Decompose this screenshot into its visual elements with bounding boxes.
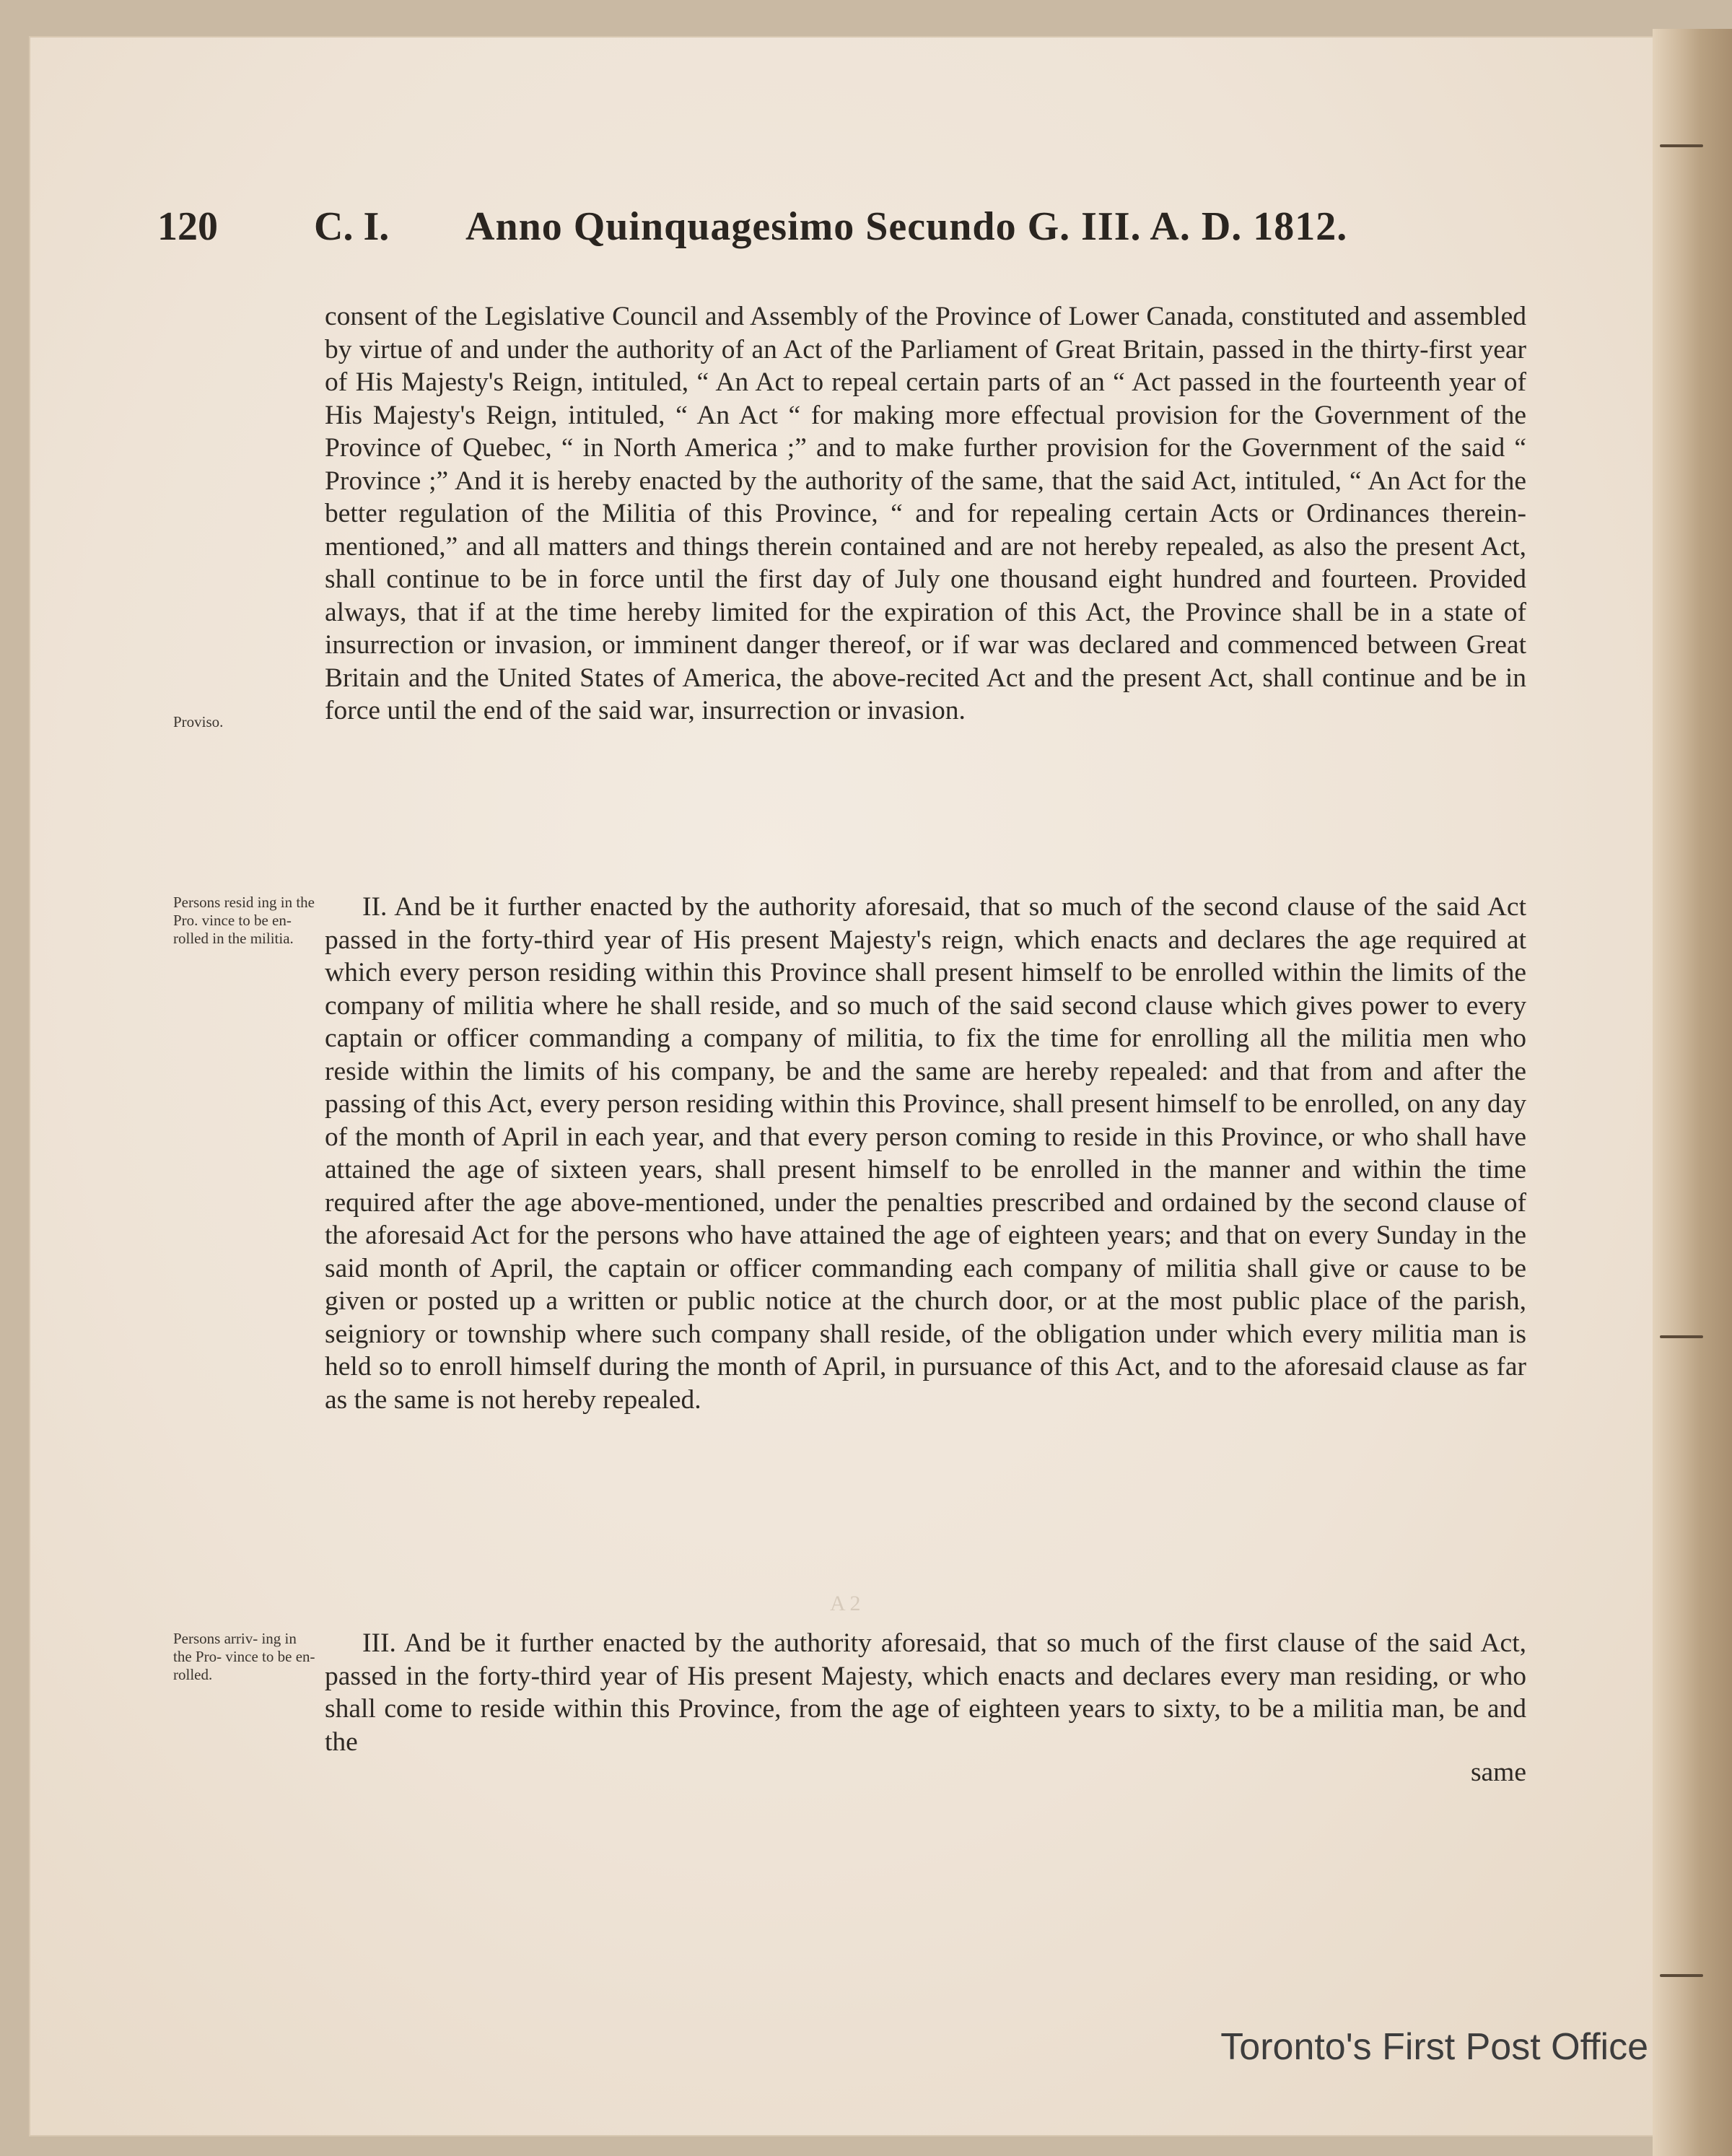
section-iii bbox=[325, 1627, 1526, 1758]
page-number: 120 bbox=[157, 204, 218, 249]
margin-note-persons-arriving: Persons arriv- ing in the Pro- vince to be en- rolled. bbox=[173, 1630, 315, 1683]
margin-note-proviso: Proviso. bbox=[173, 713, 224, 730]
running-header bbox=[0, 204, 1653, 254]
paragraph: III. And be it further enacted by the authority aforesaid, that so much of the first clause of the said Act, passed in the forty-third year of His present Majesty, which enacts and declares every man residing, or who shall come to reside within this Province, from the age of eighteen years to sixty, to be a militia man, be and the bbox=[325, 1628, 1526, 1757]
page-title: Anno Quinquagesimo Secundo G. III. A. D. 1812. bbox=[465, 204, 1348, 249]
binding-stitch bbox=[1660, 1335, 1703, 1338]
paragraph: II. And be it further enacted by the authority aforesaid, that so much of the second clause of the said Act passed in the forty-third year of His present Majesty's reign, which enacts and declares the age required at which every person residing within this Province shall present himself to be enrolled within the limits of the company of militia where he shall reside, and so much of the said second clause which gives power to every captain or officer commanding a company of militia, to fix the time for enrolling all the militia men who reside within the limits of his company, be and the same are hereby repealed: and that from and after the passing of this Act, every person residing within this Province, shall present himself to be enrolled, on any day of the month of April in each year, and that every person coming to reside in this Province, or who shall have attained the age of sixteen years, shall present himself to be enrolled in the manner and within the time required after the age above-mentioned, under the penalties prescribed and ordained by the second clause of the aforesaid Act for the persons who have attained the age of eighteen years; and that on every Sunday in the said month of April, the captain or officer commanding each company of militia shall give or cause to be given or posted up a written or public notice at the church door, or at the most public place of the parish, seigniory or township where such company shall reside, of the obligation under which every militia man is held so to enroll himself during the month of April, in pursuance of this Act, and to the aforesaid clause as far as the same is not hereby repealed. bbox=[325, 892, 1526, 1415]
binding-stitch bbox=[1660, 144, 1703, 147]
margin-note-persons-residing: Persons resid ing in the Pro. vince to be en- rolled in the militia. bbox=[173, 894, 315, 947]
watermark: Toronto's First Post Office bbox=[1220, 2026, 1648, 2068]
section-ii bbox=[325, 891, 1526, 1416]
paragraph-continuation bbox=[325, 300, 1526, 728]
binding-stitch bbox=[1660, 1974, 1703, 1977]
paragraph: consent of the Legislative Council and Assembly of the Province of Lower Canada, constituted and assembled by virtue of and under the authority of an Act of the Parliament of Great Britain, passed in the thirty-first year of His Majesty's Reign, intituled, “ An Act to repeal certain parts of an “ Act passed in the fourteenth year of His Majesty's Reign, intituled, “ An Act “ for making more effectual provision for the Government of the Province of Quebec, “ in North America ;” and to make further provision for the Government of the said “ Province ;” And it is hereby enacted by the authority of the same, that the said Act, intituled, “ An Act for the better regulation of the Militia of this Province, “ and for repealing certain Acts or Ordinances therein-mentioned,” and all matters and things therein contained and are not hereby repealed, as also the present Act, shall continue to be in force until the first day of July one thousand eight hundred and fourteen. Provided always, that if at the time hereby limited for the expiration of this Act, the Province shall be in a state of insurrection or invasion, or imminent danger thereof, or if war was declared and commenced between Great Britain and the United States of America, the above-recited Act and the present Act, shall continue and be in force until the end of the said war, insurrection or invasion. bbox=[325, 302, 1526, 725]
signature-mark: A 2 bbox=[830, 1592, 861, 1615]
chapter-label: C. I. bbox=[314, 204, 390, 249]
catchword: same bbox=[1470, 1758, 1526, 1787]
book-spine bbox=[1653, 29, 1732, 2156]
